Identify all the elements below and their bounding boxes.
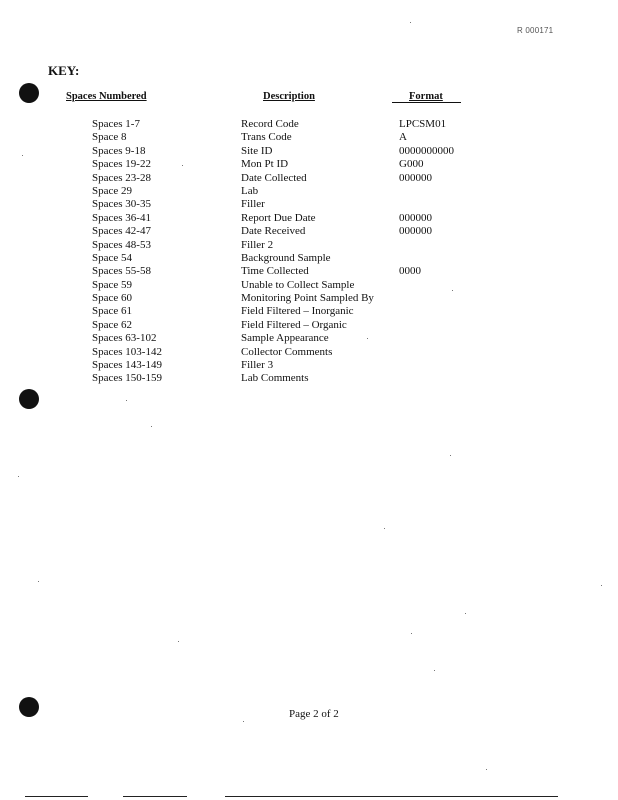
row-spaces: Spaces 150-159 [92, 372, 162, 385]
row-format: 000000 [399, 225, 432, 238]
punch-hole-bottom [19, 697, 39, 717]
header-spaces-numbered: Spaces Numbered [66, 91, 147, 102]
row-description: Time Collected [241, 265, 309, 278]
row-description: Filler 3 [241, 359, 274, 372]
row-spaces: Space 54 [92, 251, 133, 264]
table-row [0, 145, 618, 158]
table-row [0, 212, 618, 225]
row-description: Mon Pt ID [241, 158, 289, 171]
row-spaces: Spaces 103-142 [92, 345, 162, 358]
row-spaces: Space 61 [92, 305, 133, 318]
table-row [0, 292, 618, 305]
row-description: Date Received [241, 225, 306, 238]
scan-speck [178, 641, 179, 642]
scan-speck [452, 290, 453, 291]
row-description: Collector Comments [241, 345, 333, 358]
table-row [0, 305, 618, 318]
scan-speck [22, 155, 23, 156]
row-spaces: Spaces 19-22 [92, 158, 151, 171]
table-row [0, 252, 618, 265]
table-row [0, 185, 618, 198]
row-spaces: Spaces 30-35 [92, 198, 151, 211]
row-spaces: Space 59 [92, 278, 133, 291]
table-row [0, 172, 618, 185]
scan-speck [434, 670, 435, 671]
key-title: KEY: [48, 63, 80, 78]
scan-speck [18, 476, 19, 477]
row-description: Filler 2 [241, 238, 274, 251]
row-description: Date Collected [241, 171, 307, 184]
row-description: Lab Comments [241, 372, 309, 385]
table-row [0, 239, 618, 252]
table-row [0, 198, 618, 211]
row-spaces: Space 29 [92, 184, 133, 197]
row-spaces: Spaces 48-53 [92, 238, 151, 251]
row-description: Record Code [241, 118, 299, 130]
table-row [0, 158, 618, 171]
table-row [0, 332, 618, 345]
row-description: Field Filtered – Inorganic [241, 305, 354, 318]
row-format: A [399, 131, 407, 144]
bates-number: R 000171 [517, 26, 554, 35]
row-spaces: Space 8 [92, 131, 127, 144]
row-spaces: Spaces 42-47 [92, 225, 151, 238]
row-description: Site ID [241, 144, 273, 157]
punch-hole-top [19, 83, 39, 103]
row-description: Filler [241, 198, 265, 211]
header-description: Description [263, 91, 315, 102]
row-spaces: Space 60 [92, 292, 133, 305]
row-format: 0000 [399, 265, 421, 278]
scan-speck [151, 426, 152, 427]
row-spaces: Space 62 [92, 318, 133, 331]
table-row [0, 346, 618, 359]
scan-speck [182, 165, 183, 166]
row-spaces: Spaces 1-7 [92, 118, 140, 130]
row-description: Lab [241, 184, 259, 197]
row-spaces: Spaces 55-58 [92, 265, 151, 278]
footer-rule [225, 796, 558, 797]
table-row [0, 265, 618, 278]
format-header-underline [392, 102, 461, 103]
page-number: Page 2 of 2 [289, 708, 339, 720]
row-format: 0000000000 [399, 144, 454, 157]
table-row [0, 225, 618, 238]
row-spaces: Spaces 143-149 [92, 359, 162, 372]
row-format: LPCSM01 [399, 118, 447, 130]
table-row [0, 372, 618, 385]
scan-speck [410, 22, 411, 23]
scan-speck [601, 585, 602, 586]
row-format: 000000 [399, 211, 432, 224]
row-format: 000000 [399, 171, 432, 184]
footer-rule [25, 796, 88, 797]
scan-speck [411, 633, 412, 634]
scan-speck [384, 528, 385, 529]
table-row [0, 359, 618, 372]
punch-hole-middle [19, 389, 39, 409]
row-description: Unable to Collect Sample [241, 278, 355, 291]
row-spaces: Spaces 9-18 [92, 144, 146, 157]
table-row [0, 131, 618, 144]
footer-rule [123, 796, 187, 797]
scan-speck [465, 613, 466, 614]
row-format: G000 [399, 158, 424, 171]
row-description: Monitoring Point Sampled By [241, 292, 374, 305]
header-format: Format [409, 91, 443, 102]
row-description: Trans Code [241, 131, 292, 144]
row-description: Field Filtered – Organic [241, 318, 347, 331]
row-description: Sample Appearance [241, 332, 329, 345]
table-row [0, 118, 618, 131]
table-row [0, 319, 618, 332]
row-description: Background Sample [241, 251, 331, 264]
row-spaces: Spaces 63-102 [92, 332, 157, 345]
scan-speck [450, 455, 451, 456]
scan-speck [126, 400, 127, 401]
row-description: Report Due Date [241, 211, 316, 224]
scan-speck [367, 338, 368, 339]
key-table [0, 118, 618, 386]
scan-speck [243, 721, 244, 722]
scan-speck [486, 769, 487, 770]
table-row [0, 279, 618, 292]
scan-speck [38, 581, 39, 582]
row-spaces: Spaces 36-41 [92, 211, 151, 224]
row-spaces: Spaces 23-28 [92, 171, 151, 184]
